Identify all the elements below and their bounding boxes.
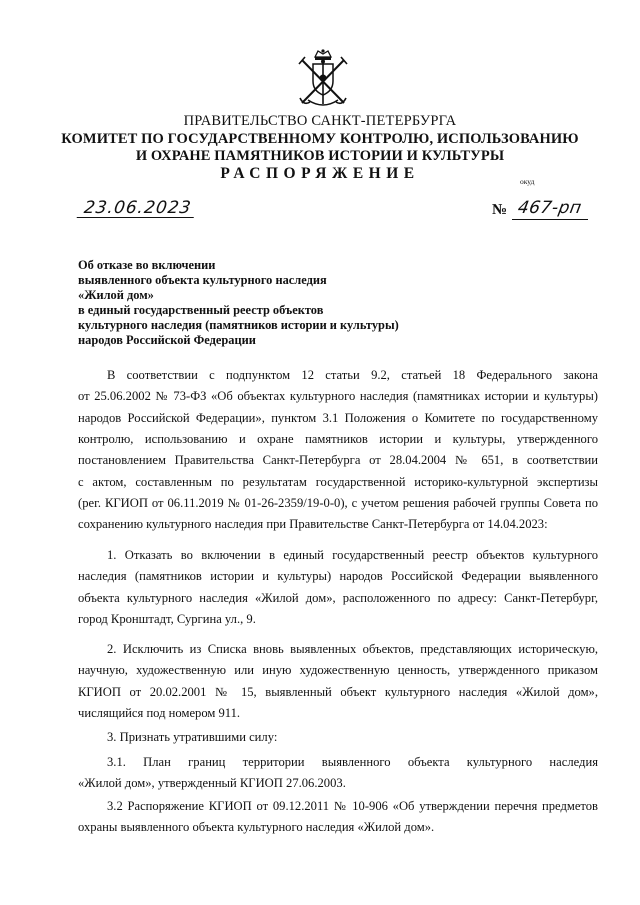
item-3-line: 3. Признать утратившими силу:: [107, 730, 278, 744]
item-3-2-line: охраны выявленного объекта культурного наследия «Жилой дом».: [78, 820, 435, 835]
okud-label: окуд: [520, 177, 535, 186]
item-2-line: числящийся под номером 911.: [78, 705, 241, 720]
preamble-line: В соответствии с подпунктом 12 статьи 9.2, статьей 18 Федерального закона: [107, 368, 598, 382]
title-line: народов Российской Федерации: [78, 332, 256, 347]
item-3-1-line: «Жилой дом», утвержденный КГИОП 27.06.2003.: [78, 776, 346, 791]
number-sign: №: [492, 202, 508, 218]
preamble-line: от 25.06.2002 № 73-ФЗ «Об объектах культурного наследия (памятниках истории и культуры): [78, 389, 598, 404]
preamble-line: народов Российской Федерации», пунктом 3.1 Положения о Комитете по государственному: [78, 410, 598, 425]
number-value: 467-рп: [516, 198, 584, 218]
item-3-1-line: 3.1. План границ территории выявленного объекта культурного наследия: [107, 755, 598, 769]
title-line: Об отказе во включении: [78, 258, 216, 272]
title-line: культурного наследия (памятников истории и культуры): [78, 317, 399, 332]
document-date: 23.06.2023: [77, 199, 197, 218]
saint-petersburg-coat-of-arms-icon: [298, 48, 348, 110]
document-type: РАСПОРЯЖЕНИЕ: [220, 165, 420, 182]
document-number: [492, 198, 588, 220]
preamble-line: постановлением Правительства Санкт-Петербурга от 28.04.2004 № 651, в соответствии: [78, 453, 598, 468]
item-1-line: 1. Отказать во включении в единый государственный реестр объектов культурного: [107, 548, 598, 562]
government-name: ПРАВИТЕЛЬСТВО САНКТ-ПЕТЕРБУРГА: [183, 113, 457, 129]
title-line: «Жилой дом»: [78, 287, 154, 302]
committee-name-line-2: И ОХРАНЕ ПАМЯТНИКОВ ИСТОРИИ И КУЛЬТУРЫ: [135, 148, 505, 164]
item-2-line: 2. Исключить из Списка вновь выявленных объектов, представляющих историческую,: [107, 642, 598, 656]
item-2-line: научную, художественную или иную художественную ценность, утвержденного приказом: [78, 663, 598, 678]
preamble-line: (рег. КГИОП от 06.11.2019 № 01-26-2359/19-0-0), с учетом решения рабочей группы Совета по: [78, 495, 598, 510]
title-line: в единый государственный реестр объектов: [78, 302, 324, 317]
item-2-line: КГИОП от 20.02.2001 № 15, выявленный объект культурного наследия «Жилой дом»,: [78, 684, 598, 699]
preamble-line: с актом, составленным по результатам государственной историко-культурной экспертизы: [78, 474, 598, 489]
preamble-line: сохранению культурного наследия при Правительстве Санкт-Петербурга от 14.04.2023:: [78, 517, 548, 532]
item-1-line: объекта культурного наследия «Жилой дом», расположенного по адресу: Санкт-Петербург,: [78, 590, 598, 605]
document-title: [78, 258, 498, 347]
item-3-2-line: 3.2 Распоряжение КГИОП от 09.12.2011 № 10-906 «Об утверждении перечня предметов: [107, 799, 598, 813]
item-1-line: наследия (памятников истории и культуры) народов Российской Федерации выявленного: [78, 569, 598, 584]
title-line: выявленного объекта культурного наследия: [78, 272, 327, 287]
number-underline: [512, 219, 588, 220]
preamble-line: контролю, использованию и охране памятников истории и культуры, утвержденного: [78, 431, 598, 446]
item-1-line: город Кронштадт, Сургина ул., 9.: [78, 611, 256, 626]
committee-name-line-1: КОМИТЕТ ПО ГОСУДАРСТВЕННОМУ КОНТРОЛЮ, ИСПОЛЬЗОВАНИЮ: [61, 131, 579, 147]
